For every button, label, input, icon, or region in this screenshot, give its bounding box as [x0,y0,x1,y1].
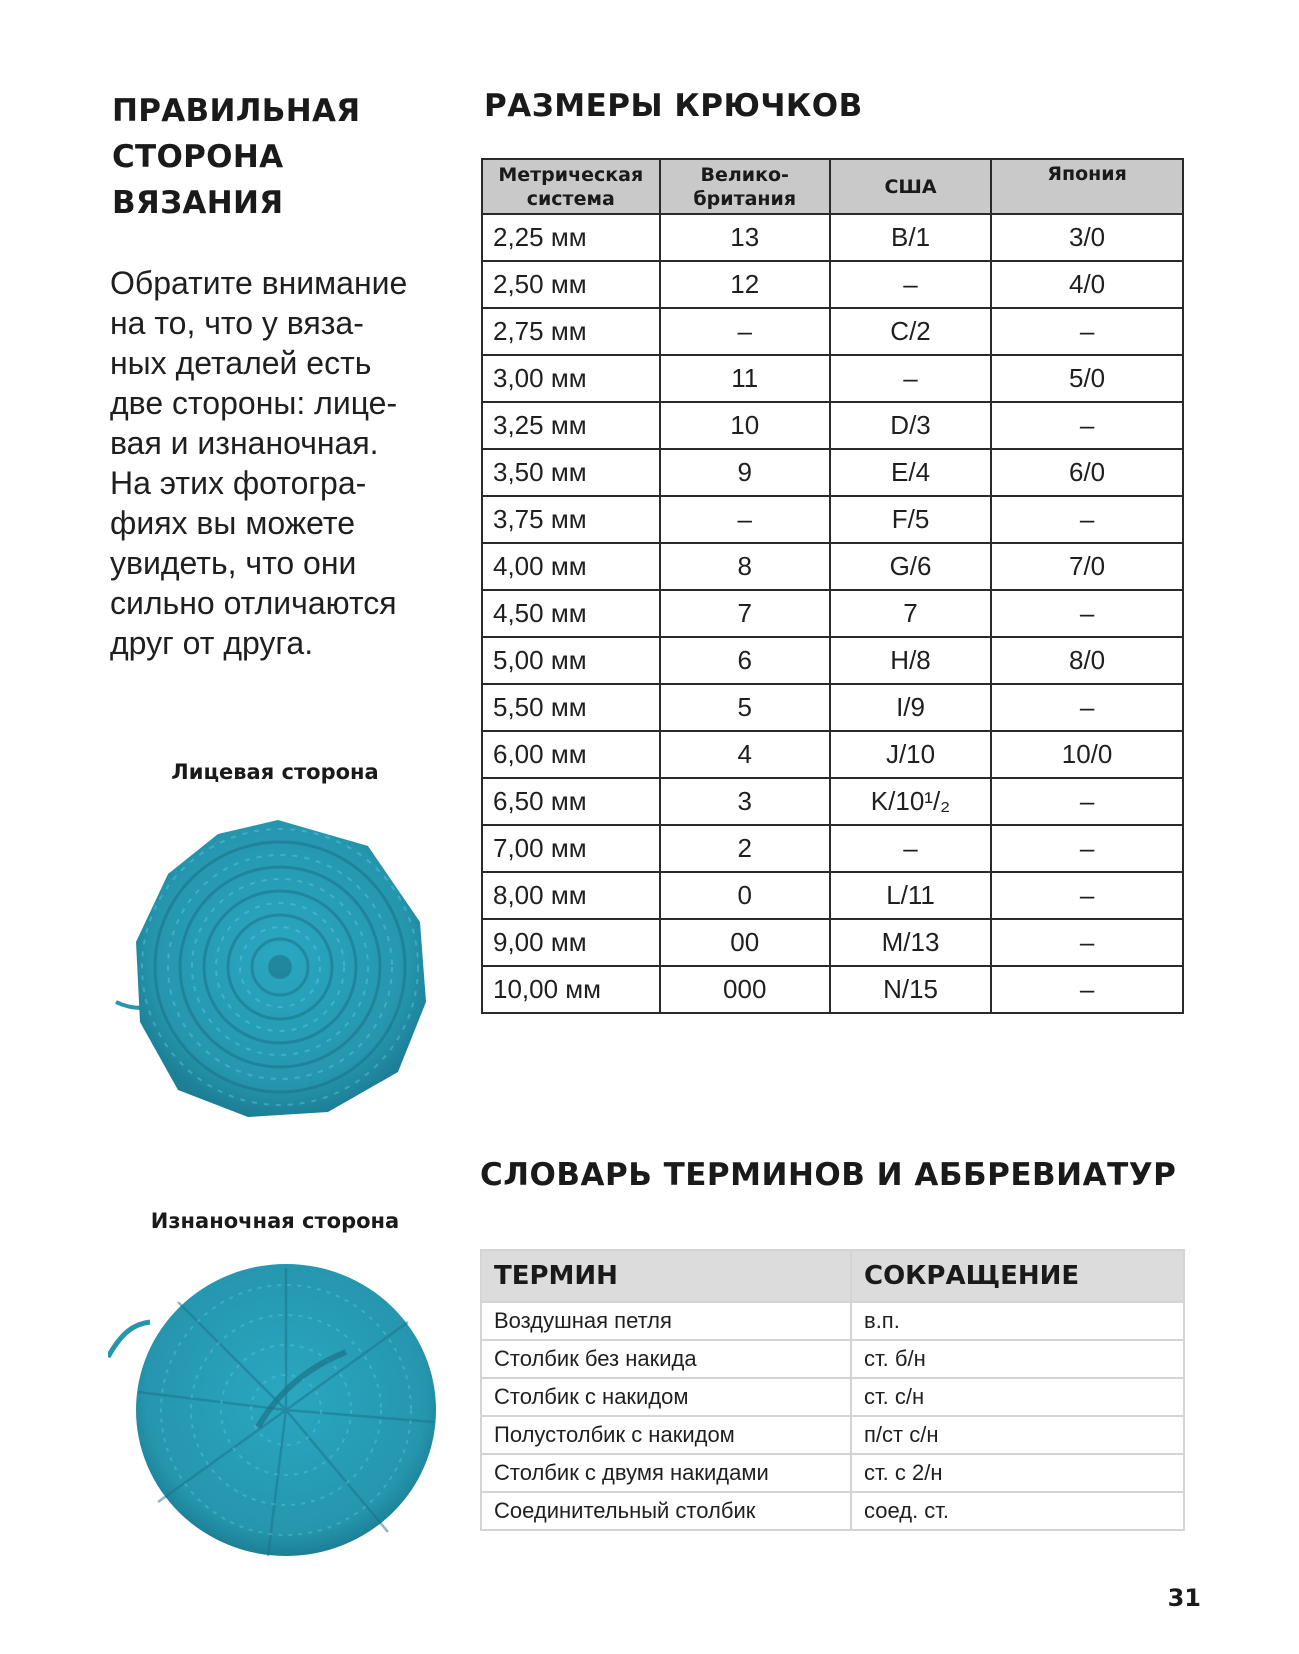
cell-uk: 13 [660,214,830,261]
crochet-front-photo [108,812,438,1122]
cell-abbreviation: в.п. [851,1302,1184,1340]
cell-metric: 2,50 мм [482,261,660,308]
cell-us: H/8 [830,637,991,684]
cell-japan: – [991,308,1183,355]
cell-term: Воздушная петля [481,1302,851,1340]
cell-us: J/10 [830,731,991,778]
cell-metric: 3,00 мм [482,355,660,402]
cell-uk: 00 [660,919,830,966]
table-row [482,731,1183,778]
cell-japan: – [991,778,1183,825]
cell-uk: 10 [660,402,830,449]
cell-us: – [830,825,991,872]
header-us: США [830,159,991,214]
hook-sizes-body [482,214,1183,1013]
table-row [482,543,1183,590]
glossary-body [481,1302,1184,1530]
cell-term: Столбик с накидом [481,1378,851,1416]
title-line: ПРАВИЛЬНАЯ [112,93,361,129]
cell-japan: 8/0 [991,637,1183,684]
table-row [482,496,1183,543]
cell-metric: 2,25 мм [482,214,660,261]
table-row [481,1340,1184,1378]
cell-uk: 3 [660,778,830,825]
table-row [482,590,1183,637]
cell-japan: 4/0 [991,261,1183,308]
table-row [482,402,1183,449]
cell-abbreviation: соед. ст. [851,1492,1184,1530]
table-row [482,778,1183,825]
cell-us: – [830,355,991,402]
cell-japan: 7/0 [991,543,1183,590]
hook-sizes-title: РАЗМЕРЫ КРЮЧКОВ [484,88,863,124]
cell-us: E/4 [830,449,991,496]
cell-japan: – [991,684,1183,731]
section-title-right-side [112,88,442,226]
cell-us: B/1 [830,214,991,261]
table-row [482,308,1183,355]
cell-term: Столбик с двумя накидами [481,1454,851,1492]
header-metric [482,159,660,214]
cell-japan: – [991,402,1183,449]
cell-metric: 3,25 мм [482,402,660,449]
cell-uk: 0 [660,872,830,919]
cell-us: G/6 [830,543,991,590]
table-row [481,1378,1184,1416]
crochet-back-photo [108,1262,438,1562]
header-line: британия [693,187,797,210]
header-abbreviation: СОКРАЩЕНИЕ [851,1250,1184,1302]
cell-uk: 8 [660,543,830,590]
header-line: система [526,187,615,210]
table-row [482,684,1183,731]
title-line: СТОРОНА ВЯЗАНИЯ [112,139,284,221]
table-row [482,261,1183,308]
cell-us: F/5 [830,496,991,543]
glossary-title: СЛОВАРЬ ТЕРМИНОВ И АББРЕВИАТУР [480,1157,1177,1193]
table-row [482,637,1183,684]
table-row [482,355,1183,402]
cell-metric: 7,00 мм [482,825,660,872]
cell-japan: – [991,919,1183,966]
cell-metric: 5,50 мм [482,684,660,731]
cell-us: N/15 [830,966,991,1013]
header-line: Метрическая [498,163,644,186]
cell-us: C/2 [830,308,991,355]
hook-sizes-table [481,158,1184,1014]
table-row [482,919,1183,966]
glossary-table [480,1249,1185,1531]
caption-front-side: Лицевая сторона [171,760,379,784]
table-row [482,825,1183,872]
cell-japan: 5/0 [991,355,1183,402]
cell-metric: 3,50 мм [482,449,660,496]
cell-metric: 4,50 мм [482,590,660,637]
caption-back-side: Изнаночная сторона [150,1209,400,1233]
cell-uk: 11 [660,355,830,402]
cell-metric: 4,00 мм [482,543,660,590]
cell-metric: 6,50 мм [482,778,660,825]
cell-term: Полустолбик с накидом [481,1416,851,1454]
cell-japan: – [991,496,1183,543]
table-row [481,1416,1184,1454]
yarn-tail [108,1322,150,1357]
cell-uk: 4 [660,731,830,778]
table-row [482,449,1183,496]
cell-us: K/10¹/₂ [830,778,991,825]
disc-center [268,955,292,979]
cell-uk: 2 [660,825,830,872]
cell-term: Соединительный столбик [481,1492,851,1530]
cell-uk: – [660,308,830,355]
cell-uk: 12 [660,261,830,308]
cell-japan: 3/0 [991,214,1183,261]
cell-abbreviation: ст. с 2/н [851,1454,1184,1492]
cell-abbreviation: ст. с/н [851,1378,1184,1416]
cell-abbreviation: ст. б/н [851,1340,1184,1378]
table-row [482,214,1183,261]
cell-us: – [830,261,991,308]
page-number: 31 [1167,1584,1201,1612]
cell-metric: 2,75 мм [482,308,660,355]
header-japan: Япония [991,159,1183,214]
cell-uk: 7 [660,590,830,637]
cell-us: L/11 [830,872,991,919]
table-row [482,872,1183,919]
cell-metric: 9,00 мм [482,919,660,966]
cell-metric: 8,00 мм [482,872,660,919]
cell-abbreviation: п/ст с/н [851,1416,1184,1454]
cell-us: 7 [830,590,991,637]
cell-uk: 000 [660,966,830,1013]
cell-us: D/3 [830,402,991,449]
cell-metric: 3,75 мм [482,496,660,543]
table-row [481,1454,1184,1492]
cell-japan: – [991,872,1183,919]
cell-us: I/9 [830,684,991,731]
header-uk [660,159,830,214]
header-term: ТЕРМИН [481,1250,851,1302]
cell-uk: 9 [660,449,830,496]
cell-metric: 10,00 мм [482,966,660,1013]
cell-japan: 10/0 [991,731,1183,778]
cell-japan: – [991,966,1183,1013]
cell-japan: – [991,590,1183,637]
table-row [481,1302,1184,1340]
cell-uk: 5 [660,684,830,731]
cell-uk: – [660,496,830,543]
cell-us: M/13 [830,919,991,966]
intro-paragraph: Обратите внимание на то, что у вяза- ных деталей есть две стороны: лице- вая и изнаночная. На этих фотогра- фиях вы можете увидеть, что они сильно отличаются друг от друга. [110,265,408,661]
table-header-row [481,1250,1184,1302]
cell-japan: 6/0 [991,449,1183,496]
cell-term: Столбик без накида [481,1340,851,1378]
table-header-row [482,159,1183,214]
cell-uk: 6 [660,637,830,684]
table-row [482,966,1183,1013]
cell-metric: 5,00 мм [482,637,660,684]
header-line: Велико- [700,163,789,186]
cell-metric: 6,00 мм [482,731,660,778]
table-row [481,1492,1184,1530]
cell-japan: – [991,825,1183,872]
